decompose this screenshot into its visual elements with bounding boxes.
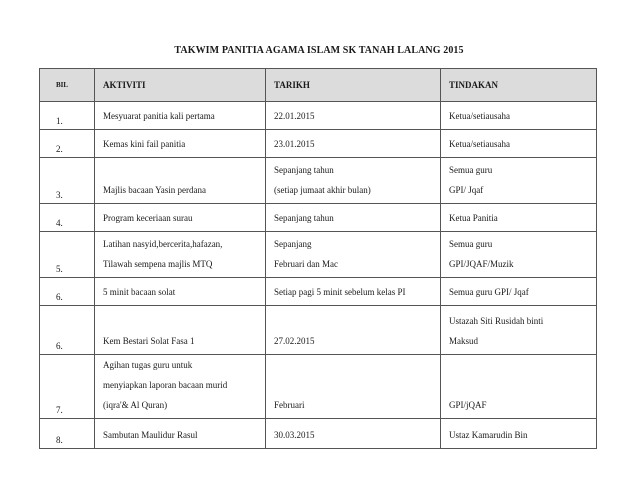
cell-line: 22.01.2015 bbox=[274, 111, 315, 121]
cell-line: Sepanjang bbox=[274, 239, 312, 249]
cell-line: Semua guru bbox=[449, 165, 493, 175]
cell-line: Kemas kini fail panitia bbox=[103, 139, 186, 149]
cell-tarikh bbox=[266, 306, 441, 355]
table-row bbox=[40, 130, 597, 158]
cell-aktiviti bbox=[95, 419, 266, 449]
cell-bil: 7. bbox=[40, 355, 95, 419]
cell-line: Februari dan Mac bbox=[274, 259, 338, 269]
cell-aktiviti bbox=[95, 355, 266, 419]
cell-aktiviti bbox=[95, 130, 266, 158]
cell-bil: 6. bbox=[40, 306, 95, 355]
table-row bbox=[40, 306, 597, 355]
cell-tindakan bbox=[441, 355, 597, 419]
table-row bbox=[40, 278, 597, 306]
cell-line: GPI/JQAF/Muzik bbox=[449, 259, 514, 269]
cell-aktiviti bbox=[95, 278, 266, 306]
cell-tindakan bbox=[441, 232, 597, 278]
cell-line: Latihan nasyid,bercerita,hafazan, bbox=[103, 239, 223, 249]
cell-tarikh bbox=[266, 158, 441, 204]
cell-tindakan bbox=[441, 204, 597, 232]
cell-bil: 5. bbox=[40, 232, 95, 278]
cell-line: Februari bbox=[274, 400, 305, 410]
document-title: TAKWIM PANITIA AGAMA ISLAM SK TANAH LALANG 2015 bbox=[174, 45, 464, 56]
cell-line: (setiap jumaat akhir bulan) bbox=[274, 185, 371, 195]
table-body bbox=[40, 102, 597, 449]
cell-line: Mesyuarat panitia kali pertama bbox=[103, 111, 215, 121]
cell-line: 5 minit bacaan solat bbox=[103, 287, 176, 297]
cell-bil: 4. bbox=[40, 204, 95, 232]
cell-tarikh bbox=[266, 102, 441, 130]
cell-line: Maksud bbox=[449, 336, 478, 346]
cell-line: GPI/jQAF bbox=[449, 400, 487, 410]
table-row bbox=[40, 355, 597, 419]
cell-line: Semua guru bbox=[449, 239, 493, 249]
cell-tindakan bbox=[441, 158, 597, 204]
cell-line: Kem Bestari Solat Fasa 1 bbox=[103, 336, 195, 346]
cell-aktiviti bbox=[95, 306, 266, 355]
cell-line: Sambutan Maulidur Rasul bbox=[103, 430, 198, 440]
table-header-row bbox=[40, 69, 597, 102]
cell-bil: 1. bbox=[40, 102, 95, 130]
cell-tindakan bbox=[441, 419, 597, 449]
cell-line: Sepanjang tahun bbox=[274, 213, 334, 223]
header-bil: BIL bbox=[40, 69, 95, 102]
table-row bbox=[40, 102, 597, 130]
cell-aktiviti bbox=[95, 102, 266, 130]
cell-bil: 8. bbox=[40, 419, 95, 449]
cell-line: 23.01.2015 bbox=[274, 139, 315, 149]
cell-line: menyiapkan laporan bacaan murid bbox=[103, 380, 228, 390]
cell-tarikh bbox=[266, 355, 441, 419]
cell-tarikh bbox=[266, 232, 441, 278]
cell-tarikh bbox=[266, 278, 441, 306]
table-row bbox=[40, 158, 597, 204]
cell-bil: 2. bbox=[40, 130, 95, 158]
cell-line: Ketua/setiausaha bbox=[449, 139, 510, 149]
cell-bil: 3. bbox=[40, 158, 95, 204]
table-row bbox=[40, 419, 597, 449]
cell-line: 30.03.2015 bbox=[274, 430, 315, 440]
cell-line: Semua guru GPI/ Jqaf bbox=[449, 287, 529, 297]
cell-line: GPI/ Jqaf bbox=[449, 185, 484, 195]
table-row bbox=[40, 232, 597, 278]
cell-line: Setiap pagi 5 minit sebelum kelas PI bbox=[274, 287, 406, 297]
cell-line: (iqra'& Al Quran) bbox=[103, 400, 168, 410]
cell-line: Tilawah sempena majlis MTQ bbox=[103, 259, 213, 269]
cell-tindakan bbox=[441, 130, 597, 158]
calendar-table bbox=[39, 68, 597, 449]
cell-aktiviti bbox=[95, 204, 266, 232]
cell-line: 27.02.2015 bbox=[274, 336, 315, 346]
header-tarikh: TARIKH bbox=[266, 69, 441, 102]
cell-line: Ketua/setiausaha bbox=[449, 111, 510, 121]
cell-tarikh bbox=[266, 419, 441, 449]
cell-bil: 6. bbox=[40, 278, 95, 306]
cell-line: Ustaz Kamarudin Bin bbox=[449, 430, 528, 440]
cell-line: Sepanjang tahun bbox=[274, 165, 334, 175]
table-row bbox=[40, 204, 597, 232]
cell-line: Majlis bacaan Yasin perdana bbox=[103, 185, 206, 195]
cell-aktiviti bbox=[95, 232, 266, 278]
cell-line: Agihan tugas guru untuk bbox=[103, 360, 193, 370]
cell-tarikh bbox=[266, 130, 441, 158]
cell-tarikh bbox=[266, 204, 441, 232]
cell-line: Ustazah Siti Rusidah binti bbox=[449, 316, 544, 326]
header-aktiviti: AKTIVITI bbox=[95, 69, 266, 102]
header-tindakan: TINDAKAN bbox=[441, 69, 597, 102]
cell-tindakan bbox=[441, 278, 597, 306]
cell-line: Ketua Panitia bbox=[449, 213, 498, 223]
cell-aktiviti bbox=[95, 158, 266, 204]
cell-line: Program keceriaan surau bbox=[103, 213, 193, 223]
cell-tindakan bbox=[441, 102, 597, 130]
cell-tindakan bbox=[441, 306, 597, 355]
